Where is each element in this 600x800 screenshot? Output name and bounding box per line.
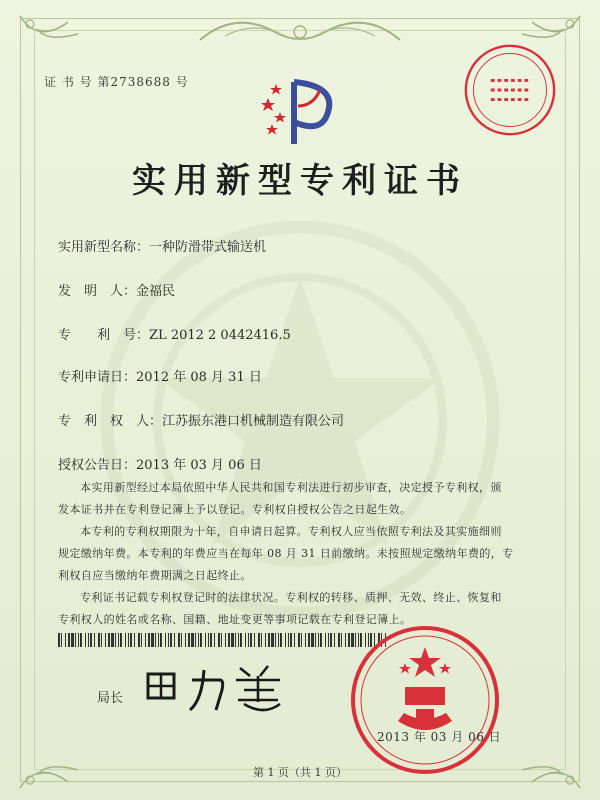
field-label: 实用新型名称： — [58, 240, 150, 255]
field-label: 专 利 号： — [58, 328, 150, 343]
field-label: 专 利 权 人： — [58, 414, 163, 429]
field-label: 专利申请日： — [58, 370, 137, 385]
field-application-date — [58, 366, 262, 385]
page-number: 第 1 页（共 1 页） — [253, 766, 347, 779]
field-label: 发 明 人： — [58, 284, 137, 299]
director-label: 局长 — [97, 691, 124, 706]
top-ornament-icon — [195, 10, 405, 48]
field-value: 2013 年 03 月 06 日 — [136, 458, 262, 473]
field-patentee — [58, 410, 344, 429]
seal-date: 2013 年 03 月 06 日 — [377, 730, 502, 744]
body-line: 专利证书记载专利权登记时的法律状况。专利权的转移、质押、无效、终止、恢复和 — [80, 591, 502, 604]
body-line: 专利权人的姓名或名称、国籍、地址变更等事项记载在专利登记簿上。 — [58, 613, 412, 626]
field-value: ZL 2012 2 0442416.5 — [149, 328, 291, 343]
field-label: 授权公告日： — [58, 458, 137, 473]
field-patent-number — [58, 324, 291, 343]
body-line: 规定缴纳年费。本专利的年费应当在每年 08 月 31 日前缴纳。未按照规定缴纳年费的，专 — [58, 547, 514, 560]
barcode-icon — [58, 633, 388, 647]
national-ip-office-seal-icon — [350, 625, 500, 775]
certificate-title: 实用新型专利证书 — [132, 161, 468, 201]
field-inventor — [58, 280, 175, 299]
field-value: 2012 年 08 月 31 日 — [136, 370, 262, 385]
body-line: 发本证书并在专利登记簿上予以登记。专利权自授权公告之日起生效。 — [58, 503, 412, 516]
body-paragraph-2 — [58, 521, 544, 587]
body-line: 本实用新型经过本局依照中华人民共和国专利法进行初步审查，决定授予专利权，颁 — [80, 481, 502, 494]
field-grant-date — [58, 454, 262, 473]
field-value: 金福民 — [136, 284, 176, 299]
certificate-number: 证 书 号 第2738688 号 — [44, 75, 189, 89]
director-signature-icon — [140, 660, 310, 716]
patent-office-logo-icon — [258, 76, 338, 148]
body-line: 本专利的专利权期限为十年，自申请日起算。专利权人应当依照专利法及其实施细则 — [80, 525, 502, 538]
field-value: 一种防滑带式输送机 — [149, 240, 267, 255]
body-paragraph-1 — [58, 477, 544, 521]
field-utility-model-name — [58, 236, 266, 255]
tax-stamp-seal-icon — [462, 42, 558, 138]
corner-ornament-icon — [18, 14, 88, 54]
field-value: 江苏振东港口机械制造有限公司 — [162, 414, 345, 429]
body-line: 利权自应当缴纳年费期满之日起终止。 — [58, 569, 252, 582]
